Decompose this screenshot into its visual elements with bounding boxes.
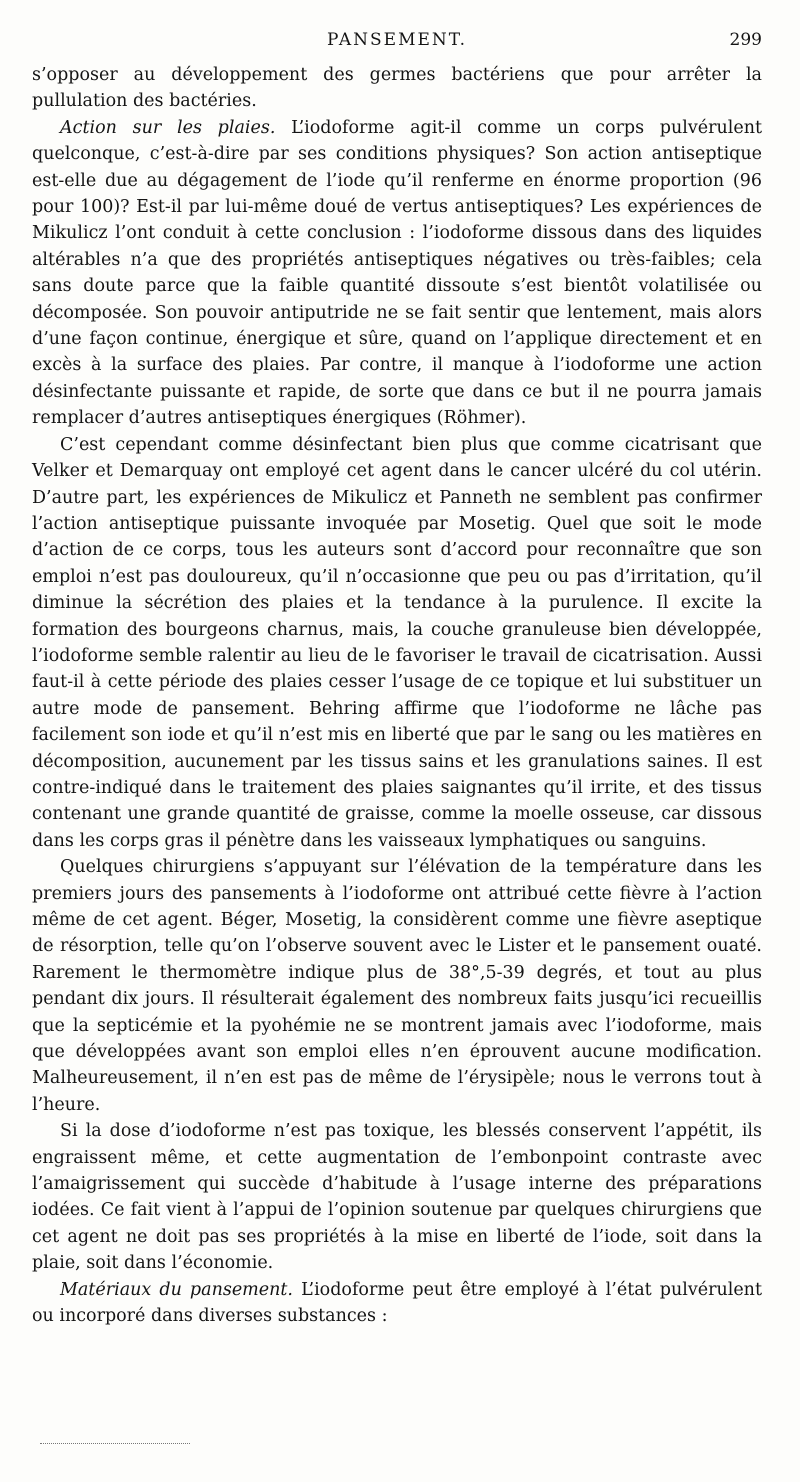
paragraph-text: L’iodoforme peut être employé à l’état pulvérulent ou incorporé dans diverses substances :: [32, 1279, 762, 1327]
paragraph-text: C’est cependant comme désinfectant bien plus que comme cicatrisant que Velker et Demarquay ont employé cet agent dans le cancer ulcéré du col utérin. D’autre part, les expériences de Mikulicz et Panneth ne semblent pas confirmer l’action antiseptique puissante invoquée par Mosetig. Quel que soit le mode d’action de ce corps, tous les auteurs sont d’accord pour reconnaître que son emploi n’est pas douloureux, qu’il n’occasionne que peu ou pas d’irritation, qu’il diminue la sécrétion des plaies et la tendance à la purulence. Il excite la formation des bourgeons charnus, mais, la couche granuleuse bien développée, l’iodoforme semble ralentir au lieu de le favoriser le travail de cicatrisation. Aussi faut-il à cette période des plaies cesser l’usage de ce topique et lui substituer un autre mode de pansement. Behring affirme que l’iodoforme ne lâche pas facilement son iode et qu’il n’est mis en liberté que par le sang ou les matières en décomposition, aucunement par les tissus sains et les granulations saines. Il est contre-indiqué dans le traitement des plaies saignantes qu’il irrite, et des tissus contenant une grande quantité de graisse, comme la moelle osseuse, car dissous dans les corps gras il pénètre dans les vaisseaux lymphatiques ou sanguins.: [32, 434, 762, 851]
paragraph-continuation: [32, 62, 762, 115]
footer-rule: [40, 1443, 190, 1444]
paragraph-lead: Action sur les plaies.: [60, 117, 276, 138]
paragraph-materiaux: [32, 1277, 762, 1330]
body-text: [32, 62, 762, 1330]
page-number: 299: [729, 30, 762, 50]
running-head: [32, 30, 762, 54]
paragraph-text: Si la dose d’iodoforme n’est pas toxique, les blessés conservent l’appétit, ils engraissent même, et cette augmentation de l’embonpoint contraste avec l’amaigrissement qui succède d’habitude à l’usage interne des préparations iodées. Ce fait vient à l’appui de l’opinion soutenue par quelques chirurgiens que cet agent ne doit pas ses propriétés à la mise en liberté de l’iode, soit dans la plaie, soit dans l’économie.: [32, 1121, 762, 1274]
paragraph-desinfectant: [32, 432, 762, 855]
paragraph-lead: Matériaux du pansement.: [60, 1279, 293, 1300]
paragraph-text: s’opposer au développement des germes bactériens que pour arrêter la pullulation des bactéries.: [32, 65, 762, 112]
running-title: PANSEMENT.: [326, 30, 468, 50]
paragraph-text: Quelques chirurgiens s’appuyant sur l’élévation de la température dans les premiers jours des pansements à l’iodoforme ont attribué cette fièvre à l’action même de cet agent. Béger, Mosetig, la considèrent comme une fièvre aseptique de résorption, telle qu’on l’observe souvent avec le Lister et le pansement ouaté. Rarement le thermomètre indique plus de 38°,5-39 degrés, et tout au plus pendant dix jours. Il résulterait également des nombreux faits jusqu’ici recueillis que la septicémie et la pyohémie ne se montrent jamais avec l’iodoforme, mais que développées avant son emploi elles n’en éprouvent aucune modification. Malheureusement, il n’en est pas de même de l’érysipèle; nous le verrons tout à l’heure.: [32, 857, 762, 1115]
paragraph-action-sur-les-plaies: [32, 115, 762, 432]
paragraph-text: L’iodoforme agit-il comme un corps pulvérulent quelconque, c’est-à-dire par ses conditions physiques? Son action antiseptique est-elle due au dégagement de l’iode qu’il renferme en énorme proportion (96 pour 100)? Est-il par lui-même doué de vertus antiseptiques? Les expériences de Mikulicz l’ont conduit à cette conclusion : l’iodoforme dissous dans des liquides altérables n’a que des propriétés antiseptiques négatives ou très-faibles; cela sans doute parce que la faible quantité dissoute s’est bientôt volatilisée ou décomposée. Son pouvoir antiputride ne se fait sentir que lentement, mais alors d’une façon continue, énergique et sûre, quand on l’applique directement et en excès à la surface des plaies. Par contre, il manque à l’iodoforme une action désinfectante puissante et rapide, de sorte que dans ce but il ne pourra jamais remplacer d’autres antiseptiques énergiques (Röhmer).: [32, 117, 763, 429]
paragraph-dose: [32, 1118, 762, 1276]
paragraph-fievre: [32, 854, 762, 1118]
